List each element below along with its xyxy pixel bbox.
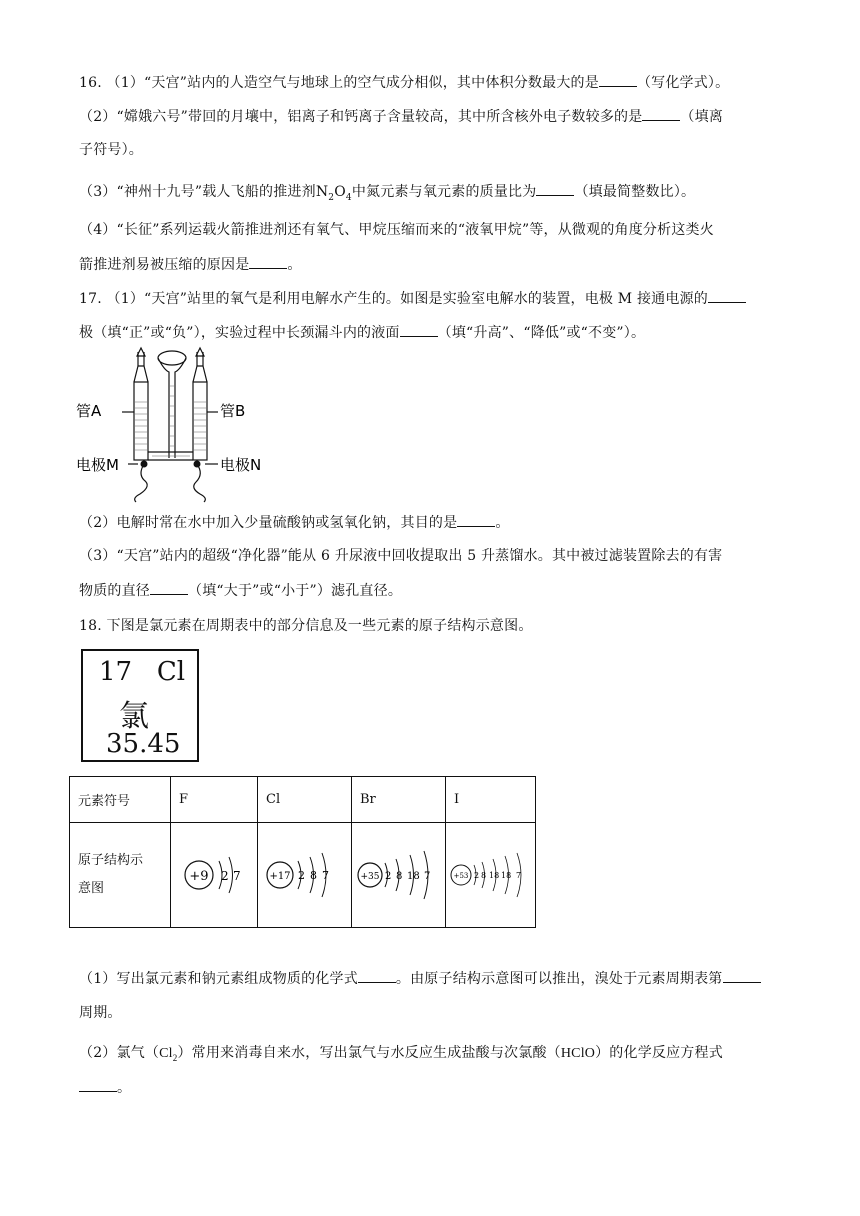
row-label-symbol: 元素符号 — [70, 777, 171, 823]
answer-blank[interactable] — [642, 106, 680, 121]
element-symbol: Br — [352, 777, 446, 823]
q18-line-4: 。 — [79, 1077, 131, 1098]
answer-blank[interactable] — [79, 1077, 117, 1092]
formula-hclo: HClO — [560, 1046, 596, 1061]
q18-intro: 18. 下图是氯元素在周期表中的部分信息及一些元素的原子结构示意图。 — [79, 618, 533, 634]
svg-text:2: 2 — [221, 869, 229, 883]
q17-line-1: 17. （1）“天宫”站里的氧气是利用电解水产生的。如图是实验室电解水的装置，电极 M 接通电源的 — [79, 288, 746, 309]
q16-line-1: 16. （1）“天宫”站内的人造空气与地球上的空气成分相似，其中体积分数最大的是 （写化学式）。 — [79, 72, 729, 93]
q16-line-4: （3）“神州十九号”载人飞船的推进剂$N_2O_4$中氮元素与氧元素的质量比为 （填最简整数比）。 — [79, 181, 695, 208]
table-row — [70, 777, 536, 823]
element-symbol: Cl — [258, 777, 352, 823]
svg-text:2: 2 — [474, 871, 480, 880]
svg-text:18: 18 — [489, 871, 500, 880]
q17-line-4: （3）“天宫”站内的超级“净化器”能从 6 升尿液中回收提取出 5 升蒸馏水。其中被过滤装置除去的有害 — [79, 548, 723, 564]
answer-blank[interactable] — [249, 254, 287, 269]
q18-line-1: （1）写出氯元素和钠元素组成物质的化学式 。由原子结构示意图可以推出，溴处于元素周期表第 — [79, 968, 761, 989]
electrode-n-label: 电极N — [220, 456, 262, 474]
atom-diagram-f — [171, 823, 258, 928]
answer-blank[interactable] — [708, 288, 746, 303]
answer-blank[interactable] — [150, 580, 188, 595]
svg-text:+35: +35 — [360, 872, 380, 882]
answer-blank[interactable] — [457, 512, 495, 527]
tube-b-label: 管B — [220, 402, 246, 420]
tile-number-symbol: 17 Cl — [99, 657, 186, 687]
formula-cl2: $Cl_2$ — [159, 1046, 178, 1063]
q17-line-2: 极（填“正”或“负”），实验过程中长颈漏斗内的液面 （填“升高”、“降低”或“不变”）。 — [79, 322, 645, 343]
atomic-structure-table — [69, 776, 536, 928]
svg-text:18: 18 — [501, 871, 512, 880]
svg-text:8: 8 — [396, 871, 403, 882]
svg-text:+53: +53 — [453, 872, 469, 880]
periodic-table-tile — [81, 649, 199, 762]
tube-a-label: 管A — [76, 402, 102, 420]
svg-text:7: 7 — [516, 871, 522, 880]
q18-line-3: （2）氯气$(Cl_2)$常用来消毒自来水，写出氯气与水反应生成盐酸与次氯酸（HClO）的化学反应方程式 — [79, 1045, 723, 1063]
q18-line-2: 周期。 — [79, 1005, 122, 1021]
svg-text:7: 7 — [233, 869, 241, 883]
answer-blank[interactable] — [599, 72, 637, 87]
table-row — [70, 823, 536, 928]
svg-text:+9: +9 — [189, 869, 209, 884]
electrode-m-label: 电极M — [76, 456, 119, 474]
answer-blank[interactable] — [536, 181, 574, 196]
element-symbol: F — [171, 777, 258, 823]
atom-diagram — [171, 823, 257, 923]
svg-text:7: 7 — [322, 869, 329, 882]
svg-text:7: 7 — [424, 871, 431, 882]
row-label-diagram: 原子结构示 意图 — [70, 823, 171, 928]
q16-line-5: （4）“长征”系列运载火箭推进剂还有氧气、甲烷压缩而来的“液氧甲烷”等，从微观的角度分析这类火 — [79, 222, 714, 238]
q17-line-3: （2）电解时常在水中加入少量硫酸钠或氢氧化钠，其目的是 。 — [79, 512, 510, 533]
answer-blank[interactable] — [400, 322, 438, 337]
tile-name: 氯 — [119, 699, 149, 734]
svg-text:+17: +17 — [269, 871, 291, 882]
atom-diagram-i — [446, 823, 536, 928]
atom-diagram-br — [352, 823, 446, 928]
q16-line-3: 子符号）。 — [79, 142, 143, 158]
atom-diagram — [446, 823, 535, 923]
q16-line-6: 箭推进剂易被压缩的原因是 。 — [79, 254, 302, 275]
atom-diagram-cl — [258, 823, 352, 928]
q16-line-2: （2）“嫦娥六号”带回的月壤中，铝离子和钙离子含量较高，其中所含核外电子数较多的是 （填离 — [79, 106, 723, 127]
svg-text:2: 2 — [385, 871, 392, 882]
formula-n2o4: $N_2O_4$ — [315, 184, 352, 203]
electrolysis-apparatus-figure — [72, 346, 292, 506]
atom-diagram — [258, 823, 351, 923]
tile-mass: 35.45 — [106, 729, 181, 759]
svg-text:18: 18 — [407, 871, 420, 882]
svg-text:8: 8 — [310, 869, 317, 882]
answer-blank[interactable] — [723, 968, 761, 983]
svg-text:2: 2 — [298, 869, 305, 882]
atom-diagram — [352, 823, 445, 923]
answer-blank[interactable] — [358, 968, 396, 983]
q17-line-5: 物质的直径 （填“大于”或“小于”）滤孔直径。 — [79, 580, 402, 601]
svg-text:8: 8 — [481, 871, 487, 880]
element-symbol: I — [446, 777, 536, 823]
